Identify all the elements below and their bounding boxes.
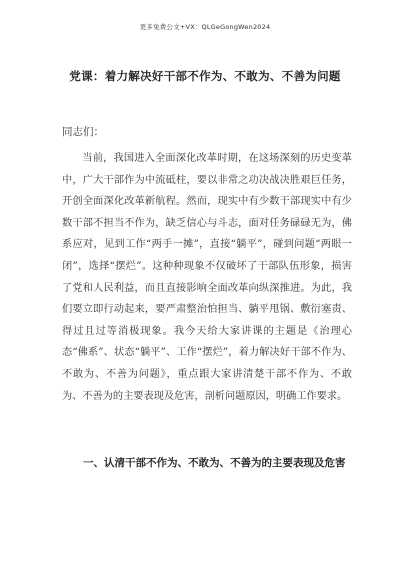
section-heading: 一、认清干部不作为、不敢为、不善为的主要表现及危害 (83, 457, 346, 469)
header-note: 更多免费公文+VX：QLGeGongWen2024 (139, 23, 271, 31)
salutation: 同志们： (62, 126, 104, 138)
document-title: 党课：着力解决好干部不作为、不敢为、不善为问题 (69, 69, 341, 83)
body-paragraph: 当前，我国进入全面深化改革时期，在这场深刻的历史变革中，广大干部作为中流砥柱，要以非常之功决战决胜艰巨任务，开创全面深化改革新航程。然而，现实中有少数干部现实中有少数干部不担当不作为，缺乏信心与斗志，面对任务碌碌无为，佛系应对，见到工作“两手一摊”，直接“躺平”，碰到问题“两眼一闭”，选择“摆烂”。这种种现象不仅破坏了干部队伍形象，损害了党和人民利益，而且直接影响全面改革向纵深推进。为此，我们要立即行动起来，要严肃整治怕担当、躺平甩锅、敷衍塞责、得过且过等消极现象。我今天给大家讲课的主题是《治理心态“佛系”、状态“躺平”、工作“摆烂”，着力解决好干部不作为、不敢为、不善为问题》，重点跟大家讲清楚干部不作为、不敢为、不善为的主要表现及危害，剖析问题原因，明确工作要求。 (62, 153, 352, 402)
